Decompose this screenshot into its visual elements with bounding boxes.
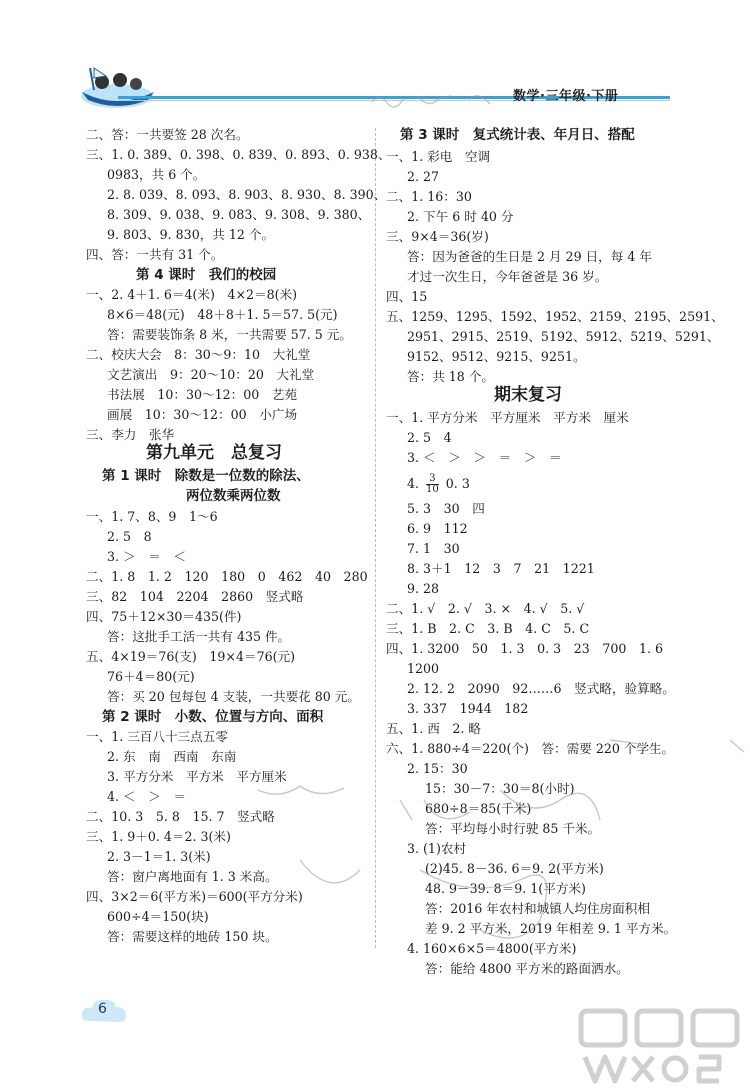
text-line: 二、10. 3 5. 8 15. 7 竖式略 bbox=[86, 809, 275, 824]
text-line: 二、校庆大会 8：30～9：10 大礼堂 bbox=[86, 347, 311, 362]
text-line: 画展 10：30～12：00 小广场 bbox=[107, 407, 298, 422]
text-line: 2. 12. 2 2090 92……6 竖式略，验算略。 bbox=[407, 681, 675, 696]
section-heading: 两位数乘两位数 bbox=[186, 488, 281, 504]
text-line: 文艺演出 9：20～10：20 大礼堂 bbox=[107, 367, 315, 382]
text-line: 答：需要装饰条 8 米，一共需要 57. 5 元。 bbox=[107, 327, 352, 342]
text-line: 答：这批手工活一共有 435 件。 bbox=[107, 629, 291, 644]
text-line: 3. ＞ ＝ ＜ bbox=[107, 549, 186, 564]
text-line: 答：买 20 包每包 4 支装，一共要花 80 元。 bbox=[107, 689, 360, 704]
unit-heading: 第九单元 总复习 bbox=[146, 443, 282, 463]
text-line: 四、1. 3200 50 1. 3 0. 3 23 700 1. 6 bbox=[386, 641, 664, 656]
text-line: 7. 1 30 bbox=[407, 541, 460, 556]
text-line: 答：需要这样的地砖 150 块。 bbox=[107, 929, 278, 944]
text-line: 8×6＝48(元) 48＋8＋1. 5＝57. 5(元) bbox=[107, 307, 338, 322]
boat-logo-icon bbox=[72, 62, 172, 112]
text-line: 3. 337 1944 182 bbox=[407, 701, 529, 716]
fraction-denominator: 10 bbox=[426, 484, 439, 495]
text-line: 4. ＜ ＞ ＝ bbox=[107, 789, 186, 804]
text-line: 答：因为爸爸的生日是 2 月 29 日，每 4 年 bbox=[407, 249, 652, 264]
text-line: 答：共 18 个。 bbox=[407, 369, 495, 384]
text-line: 76＋4＝80(元) bbox=[107, 669, 195, 684]
text-line: 一、2. 4＋1. 6＝4(米) 4×2＝8(米) bbox=[86, 287, 298, 302]
section-heading: 第 4 课时 我们的校园 bbox=[136, 267, 277, 283]
text-line: 二、1. 8 1. 2 120 180 0 462 40 280 bbox=[86, 569, 368, 584]
item-number: 4. bbox=[407, 476, 420, 491]
text-line-fraction bbox=[407, 474, 470, 495]
column-divider bbox=[375, 128, 377, 948]
text-line: 三、1. B 2. C 3. B 4. C 5. C bbox=[386, 621, 590, 636]
text-line: 6. 9 112 bbox=[407, 521, 468, 536]
text-line: 48. 9－39. 8＝9. 1(平方米) bbox=[425, 881, 586, 896]
text-line: 三、1. 9＋0. 4＝2. 3(米) bbox=[86, 829, 231, 844]
text-line: 答：平均每小时行驶 85 千米。 bbox=[425, 821, 601, 836]
text-line: 差 9. 2 平方米，2019 年相差 9. 1 平方米。 bbox=[425, 921, 677, 936]
text-line: 680÷8＝85(千米) bbox=[425, 801, 532, 816]
page-number: 6 bbox=[98, 1001, 107, 1017]
text-line: 3. ＜ ＞ ＞ ＝ ＞ ＝ bbox=[407, 450, 562, 465]
text-line: 600÷4＝150(块) bbox=[107, 909, 209, 924]
text-line: 四、75＋12×30＝435(件) bbox=[86, 609, 242, 624]
text-line: 四、答：一共有 31 个。 bbox=[86, 247, 224, 262]
text-line: 15：30－7：30＝8(小时) bbox=[425, 781, 575, 796]
text-line: 5. 3 30 四 bbox=[407, 501, 485, 516]
text-line: 0983，共 6 个。 bbox=[107, 167, 206, 182]
text-line: 2. 8. 039、8. 093、8. 903、8. 930、8. 390、 bbox=[107, 187, 387, 202]
fraction bbox=[426, 474, 439, 495]
text-line: 五、1. 西 2. 略 bbox=[386, 721, 482, 736]
text-line: 答：2016 年农村和城镇人均住房面积相 bbox=[425, 901, 650, 916]
text-line: 五、1259、1295、1592、1952、2159、2195、2591、 bbox=[386, 309, 724, 324]
text-line: 三、82 104 2204 2860 竖式略 bbox=[86, 589, 304, 604]
text-line: 答：窗户离地面有 1. 3 米高。 bbox=[107, 869, 278, 884]
text-line: 3. 平方分米 平方米 平方厘米 bbox=[107, 769, 287, 784]
header-title: 数学·三年级·下册 bbox=[513, 89, 619, 104]
review-heading: 期末复习 bbox=[494, 385, 562, 405]
text-line: 五、4×19＝76(支) 19×4＝76(元) bbox=[86, 649, 296, 664]
text-line: (2)45. 8－36. 6＝9. 2(平方米) bbox=[425, 861, 604, 876]
text-fragment: 0. 3 bbox=[445, 476, 470, 491]
fraction-numerator: 3 bbox=[426, 474, 439, 485]
watermark-logo-icon bbox=[575, 1005, 745, 1085]
text-line: 1200 bbox=[407, 661, 440, 676]
text-line: 2. 下午 6 时 40 分 bbox=[407, 209, 514, 224]
text-line: 二、1. 16：30 bbox=[386, 189, 472, 204]
section-heading: 第 3 课时 复式统计表、年月日、搭配 bbox=[400, 127, 635, 143]
text-line: 2. 3－1＝1. 3(米) bbox=[107, 849, 211, 864]
text-line: 8. 3＋1 12 3 7 21 1221 bbox=[407, 561, 595, 576]
text-line: 六、1. 880÷4＝220(个) 答：需要 220 个学生。 bbox=[386, 741, 675, 756]
text-line: 四、3×2＝6(平方米)＝600(平方分米) bbox=[86, 889, 303, 904]
text-line: 三、9×4＝36(岁) bbox=[386, 229, 489, 244]
text-line: 四、15 bbox=[386, 289, 428, 304]
text-line: 2. 东 南 西南 东南 bbox=[107, 749, 237, 764]
text-line: 一、1. 7、8、9 1～6 bbox=[86, 509, 218, 524]
text-line: 3. (1)农村 bbox=[407, 841, 467, 856]
text-line: 三、1. 0. 389、0. 398、0. 839、0. 893、0. 938、 bbox=[86, 147, 391, 162]
text-line: 一、1. 三百八十三点五零 bbox=[86, 729, 228, 744]
text-line: 9152、9512、9215、9251。 bbox=[407, 349, 586, 364]
section-heading: 第 1 课时 除数是一位数的除法、 bbox=[102, 468, 310, 484]
text-line: 三、李力 张华 bbox=[86, 427, 175, 442]
text-line: 8. 309、9. 038、9. 083、9. 308、9. 380、 bbox=[107, 207, 371, 222]
text-line: 2. 5 4 bbox=[407, 430, 452, 445]
section-heading: 第 2 课时 小数、位置与方向、面积 bbox=[102, 709, 324, 725]
text-line: 二、答：一共要签 28 次名。 bbox=[86, 127, 249, 142]
text-line: 才过一次生日，今年爸爸是 36 岁。 bbox=[407, 269, 608, 284]
text-line: 一、1. 平方分米 平方厘米 平方米 厘米 bbox=[386, 410, 629, 425]
text-line: 2. 27 bbox=[407, 169, 440, 184]
text-line: 2. 5 8 bbox=[107, 529, 152, 544]
text-line: 9. 28 bbox=[407, 581, 440, 596]
text-line: 一、1. 彩电 空调 bbox=[386, 149, 491, 164]
text-line: 书法展 10：30～12：00 艺苑 bbox=[107, 387, 298, 402]
text-line: 2. 15：30 bbox=[407, 761, 468, 776]
text-line: 二、1. √ 2. √ 3. × 4. √ 5. √ bbox=[386, 601, 585, 616]
text-line: 9. 803、9. 830，共 12 个。 bbox=[107, 227, 275, 242]
text-line: 答：能给 4800 平方米的路面洒水。 bbox=[425, 961, 629, 976]
text-line: 2951、2915、2519、5192、5912、5219、5291、 bbox=[407, 329, 720, 344]
text-line: 4. 160×6×5＝4800(平方米) bbox=[407, 941, 577, 956]
